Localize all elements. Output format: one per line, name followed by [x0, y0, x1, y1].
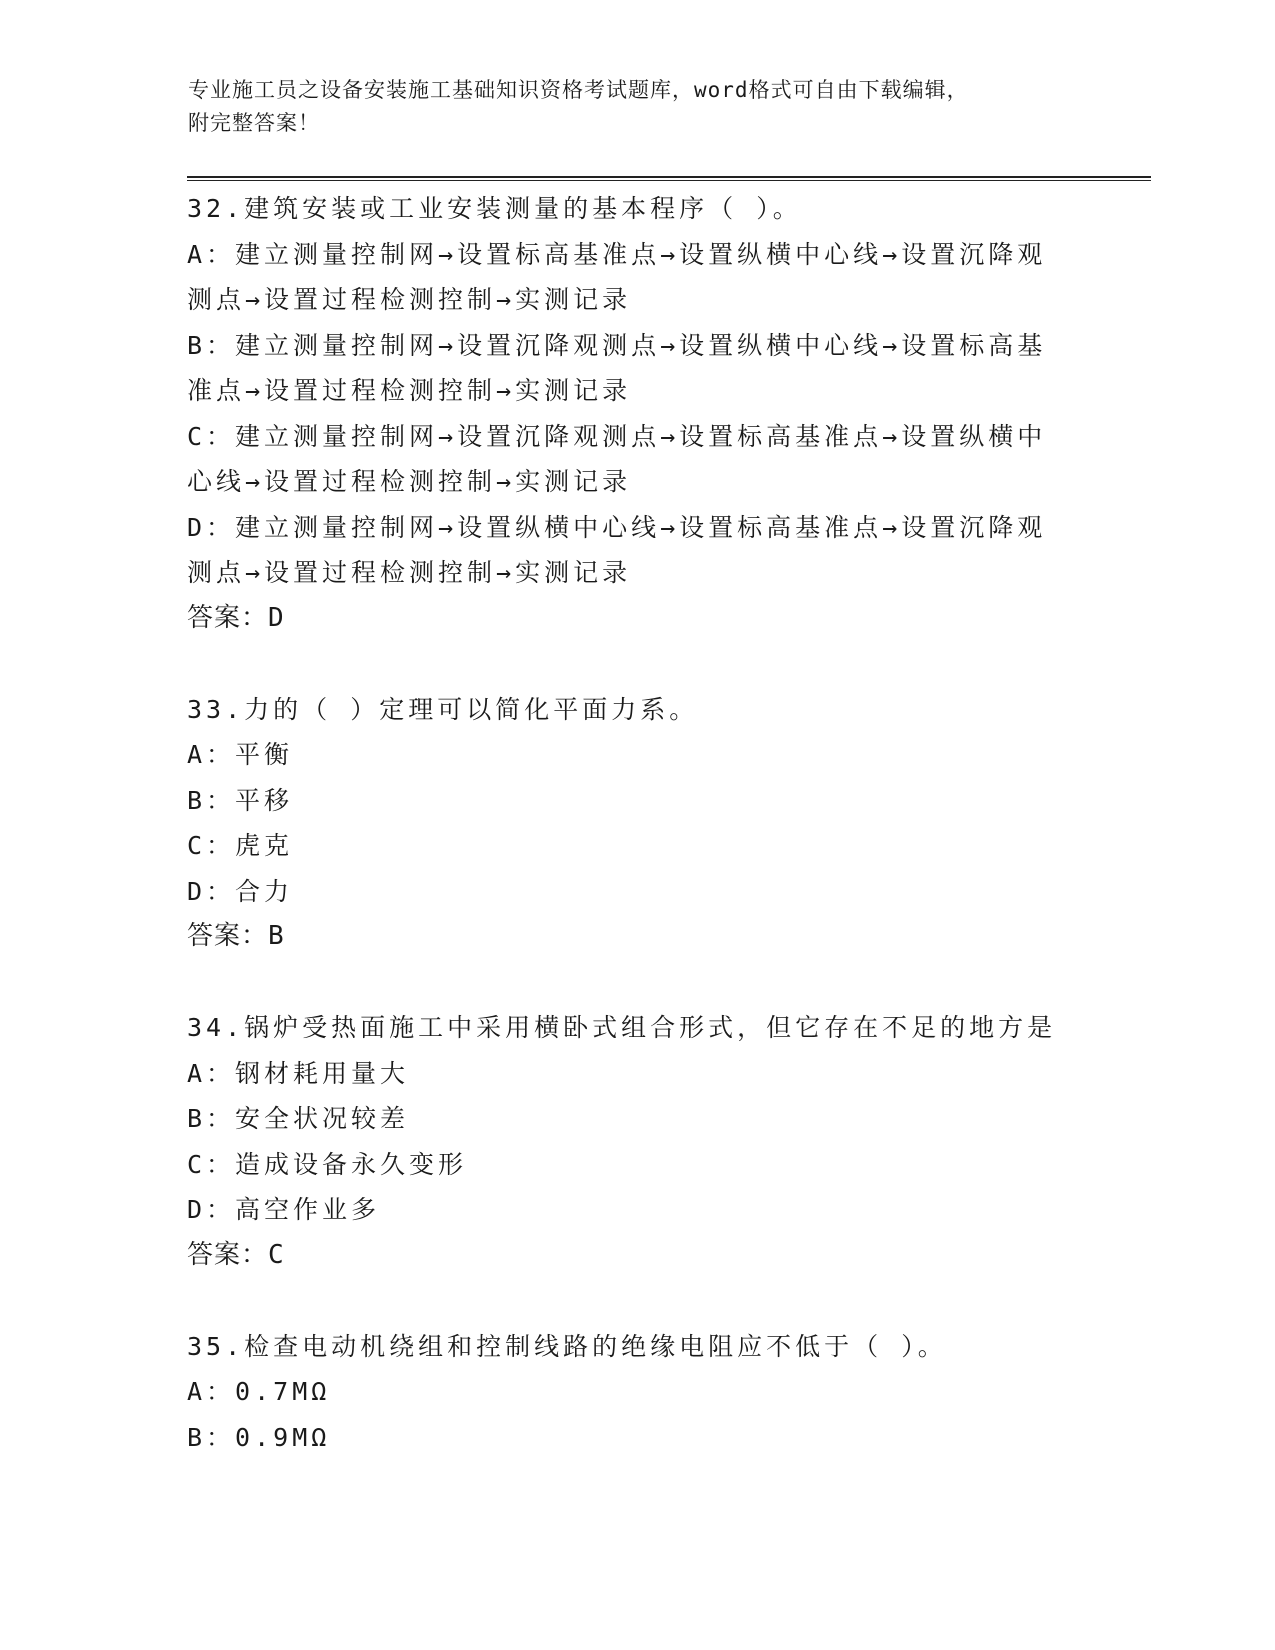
option-b: B：平移	[187, 785, 294, 815]
answer-value: C	[268, 1239, 285, 1270]
option-d-line-2: 测点→设置过程检测控制→实测记录	[187, 558, 632, 587]
question-35	[187, 1324, 1087, 1461]
option-d: D：合力	[187, 876, 294, 906]
option-b: B：0.9MΩ	[187, 1422, 331, 1452]
answer-label: 答案：	[187, 921, 269, 951]
option-b-line-2: 准点→设置过程检测控制→实测记录	[187, 376, 632, 405]
document-header	[188, 74, 1088, 140]
option-a-line-1: A：建立测量控制网→设置标高基准点→设置纵横中心线→设置沉降观	[187, 239, 1047, 269]
spacer	[187, 641, 1087, 687]
option-c: C：虎克	[187, 831, 294, 860]
question-33	[187, 687, 1087, 960]
question-34	[187, 1005, 1087, 1278]
question-32	[187, 186, 1087, 641]
header-divider	[187, 176, 1151, 181]
option-b: B：安全状况较差	[187, 1104, 410, 1133]
header-line-2: 附完整答案！	[188, 111, 320, 135]
option-c-line-1: C：建立测量控制网→设置沉降观测点→设置标高基准点→设置纵横中	[187, 421, 1047, 451]
question-list	[187, 186, 1087, 1460]
option-d-line-1: D：建立测量控制网→设置纵横中心线→设置标高基准点→设置沉降观	[187, 512, 1047, 542]
option-b-line-1: B：建立测量控制网→设置沉降观测点→设置纵横中心线→设置标高基	[187, 330, 1047, 360]
option-c-line-2: 心线→设置过程检测控制→实测记录	[187, 467, 632, 496]
option-a: A：0.7MΩ	[187, 1377, 331, 1406]
option-d: D：高空作业多	[187, 1195, 381, 1224]
question-stem: 32.建筑安装或工业安装测量的基本程序（ ）。	[187, 194, 802, 223]
answer	[187, 1233, 1087, 1279]
answer	[187, 914, 1087, 960]
option-a: A：钢材耗用量大	[187, 1058, 410, 1088]
answer	[187, 596, 1087, 642]
answer-value: B	[268, 921, 285, 951]
question-stem: 33.力的（ ）定理可以简化平面力系。	[187, 694, 699, 724]
question-stem: 34.锅炉受热面施工中采用横卧式组合形式，但它存在不足的地方是	[187, 1013, 1057, 1042]
question-stem: 35.检查电动机绕组和控制线路的绝缘电阻应不低于（ ）。	[187, 1331, 947, 1361]
answer-label: 答案：	[187, 1239, 269, 1270]
spacer	[187, 960, 1087, 1006]
spacer	[187, 1278, 1087, 1324]
header-line-1: 专业施工员之设备安装施工基础知识资格考试题库，word格式可自由下载编辑，	[188, 78, 969, 102]
option-a-line-2: 测点→设置过程检测控制→实测记录	[187, 285, 632, 314]
answer-value: D	[268, 602, 285, 633]
option-c: C：造成设备永久变形	[187, 1149, 468, 1179]
option-a: A：平衡	[187, 740, 294, 769]
answer-label: 答案：	[187, 602, 269, 633]
